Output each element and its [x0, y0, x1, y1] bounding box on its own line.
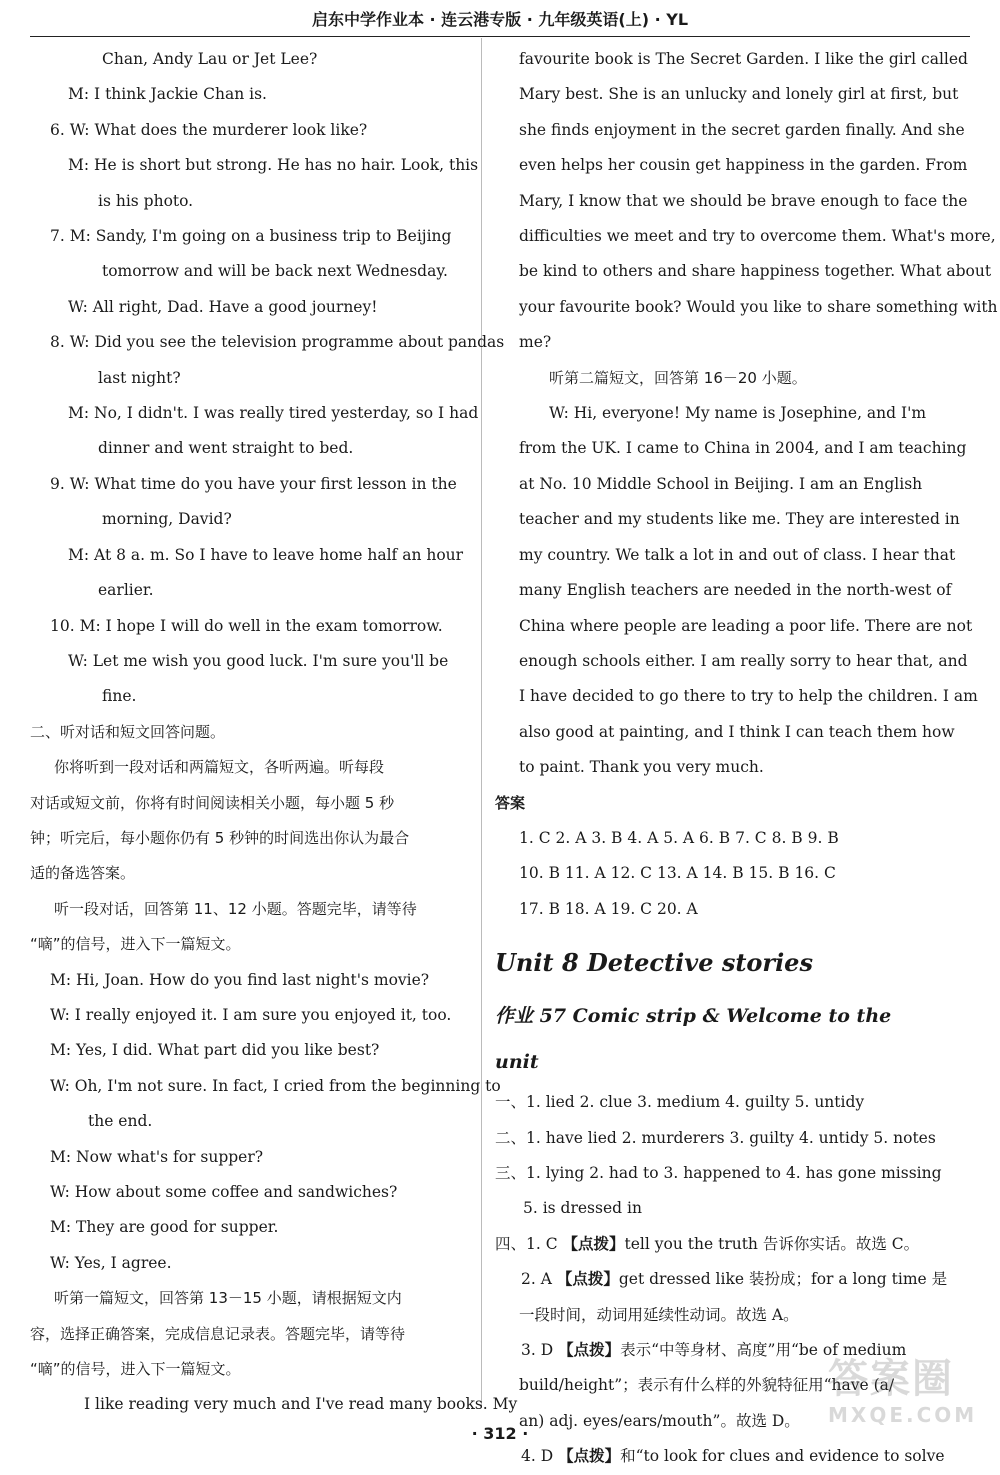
- text-line: W: All right, Dad. Have a good journey!: [68, 297, 378, 316]
- text-line: W: Yes, I agree.: [50, 1253, 172, 1272]
- text-line: also good at painting, and I think I can teach them how: [519, 722, 955, 741]
- right-column: [495, 42, 998, 1475]
- text-line: even helps her cousin get happiness in the garden. From: [519, 156, 968, 175]
- exercise-line: 二、1. have lied 2. murderers 3. guilty 4. untidy 5. notes: [495, 1128, 936, 1147]
- answer-line: 10. B 11. A 12. C 13. A 14. B 15. B 16. C: [519, 864, 836, 883]
- text-line: M: He is short but strong. He has no hair. Look, this: [68, 156, 479, 175]
- text-line: 6. W: What does the murderer look like?: [50, 120, 368, 139]
- exercise-line: 三、1. lying 2. had to 3. happened to 4. has gone missing: [495, 1163, 942, 1182]
- text-line: me?: [519, 333, 552, 352]
- text-line: W: Hi, everyone! My name is Josephine, and I'm: [549, 404, 927, 423]
- text-line: W: I really enjoyed it. I am sure you enjoyed it, too.: [50, 1005, 452, 1024]
- text-line: 二、听对话和短文回答问题。: [30, 722, 226, 741]
- exercise-answers: [495, 1085, 942, 1227]
- note-line: [495, 1227, 935, 1262]
- text-line: W: Oh, I'm not sure. In fact, I cried from the beginning to: [50, 1076, 501, 1095]
- text-line: M: No, I didn't. I was really tired yesterday, so I had: [68, 404, 479, 423]
- text-line: M: Yes, I did. What part did you like best?: [50, 1041, 380, 1060]
- answers-heading: 答案: [495, 793, 526, 812]
- text-line: I like reading very much and I've read many books. My: [84, 1395, 518, 1414]
- question-answer: 3. D: [521, 1341, 559, 1359]
- text-line: M: At 8 a. m. So I have to leave home half an hour: [68, 545, 464, 564]
- text-line: my country. We talk a lot in and out of class. I hear that: [519, 545, 956, 564]
- text-line: be kind to others and share happiness together. What about: [519, 262, 992, 281]
- text-line: 你将听到一段对话和两篇短文，各听两遍。听每段: [54, 758, 385, 777]
- question-answer: 4. D: [521, 1447, 559, 1466]
- answer-line: 1. C 2. A 3. B 4. A 5. A 6. B 7. C 8. B 9. B: [519, 828, 839, 847]
- text-line: 对话或短文前，你将有时间阅读相关小题，每小题 5 秒: [30, 793, 395, 812]
- text-line: I have decided to go there to try to help the children. I am: [519, 687, 978, 706]
- note-text: an) adj. eyes/ears/mouth”。故选 D。: [519, 1411, 800, 1430]
- homework-title: 作业 57 Comic strip & Welcome to the unit: [495, 1005, 892, 1074]
- text-line: many English teachers are needed in the north-west of: [519, 581, 952, 600]
- text-line: at No. 10 Middle School in Beijing. I am an English: [519, 474, 923, 493]
- text-line: last night?: [98, 368, 181, 387]
- text-line: Mary, I know that we should be brave enough to face the: [519, 191, 968, 210]
- note-text: tell you the truth 告诉你实话。故选 C。: [624, 1234, 920, 1253]
- text-line: Mary best. She is an unlucky and lonely girl at first, but: [519, 85, 959, 104]
- hint-tag: 【点拨】: [558, 1447, 621, 1466]
- text-line: 听一段对话，回答第 11、12 小题。答题完毕，请等待: [54, 899, 417, 918]
- text-line: difficulties we meet and try to overcome them. What's more,: [519, 227, 996, 246]
- text-line: 容，选择正确答案，完成信息记录表。答题完毕，请等待: [30, 1324, 406, 1343]
- text-line: enough schools either. I am really sorry to hear that, and: [519, 651, 968, 670]
- text-line: China where people are leading a poor life. There are not: [519, 616, 973, 635]
- text-line: 听第二篇短文，回答第 16－20 小题。: [549, 368, 807, 387]
- unit-title: Unit 8 Detective stories: [495, 948, 813, 978]
- hint-tag: 【点拨】: [556, 1270, 619, 1289]
- text-line: M: They are good for supper.: [50, 1218, 279, 1237]
- text-line: 钟；听完后，每小题你仍有 5 秒钟的时间选出你认为最合: [30, 828, 410, 847]
- text-line: 适的备选答案。: [30, 864, 136, 883]
- page-number: · 312 ·: [471, 1424, 529, 1443]
- text-line: is his photo.: [98, 191, 194, 210]
- exercise-line: 5. is dressed in: [523, 1199, 642, 1218]
- page-header: 启东中学作业本 · 连云港专版 · 九年级英语(上) · YL: [30, 6, 970, 37]
- text-line: tomorrow and will be back next Wednesday.: [102, 262, 448, 281]
- text-line: morning, David?: [102, 510, 232, 529]
- watermark-logo: 答案圈 MXQE.COM: [828, 1356, 978, 1427]
- left-column: [30, 42, 518, 1423]
- answer-line: 17. B 18. A 19. C 20. A: [519, 899, 698, 918]
- text-line: Chan, Andy Lau or Jet Lee?: [102, 50, 318, 68]
- text-line: “嘀”的信号，进入下一篇短文。: [30, 935, 241, 954]
- text-line: the end.: [88, 1112, 153, 1131]
- listening-text: [495, 42, 998, 786]
- text-line: “嘀”的信号，进入下一篇短文。: [30, 1360, 241, 1379]
- text-line: earlier.: [98, 581, 154, 600]
- text-line: W: How about some coffee and sandwiches?: [50, 1183, 398, 1201]
- question-answer: 四、1. C: [495, 1234, 563, 1253]
- text-line: dinner and went straight to bed.: [98, 439, 354, 458]
- text-line: M: Hi, Joan. How do you find last night's movie?: [50, 970, 430, 989]
- note-text: 表示“中等身材、高度”用“be of medium: [620, 1341, 907, 1359]
- text-line: 听第一篇短文，回答第 13－15 小题，请根据短文内: [54, 1289, 402, 1308]
- text-line: M: I think Jackie Chan is.: [68, 85, 267, 104]
- hint-tag: 【点拨】: [562, 1234, 625, 1253]
- text-line: 7. M: Sandy, I'm going on a business trip to Beijing: [50, 227, 452, 246]
- answer-list: [495, 821, 935, 927]
- text-line: to paint. Thank you very much.: [519, 758, 764, 777]
- column-divider: [481, 38, 482, 1408]
- note-text: get dressed like 装扮成；for a long time 是: [618, 1270, 948, 1289]
- note-text: 一段时间，动词用延续性动词。故选 A。: [519, 1305, 799, 1324]
- note-line: [495, 1298, 935, 1333]
- exercise-line: 一、1. lied 2. clue 3. medium 4. guilty 5. untidy: [495, 1093, 865, 1112]
- text-line: from the UK. I came to China in 2004, and I am teaching: [519, 439, 967, 458]
- note-text: 和“to look for clues and evidence to solve: [620, 1447, 945, 1466]
- note-line: [495, 1262, 948, 1297]
- hint-tag: 【点拨】: [558, 1341, 621, 1359]
- text-line: fine.: [102, 687, 137, 706]
- text-line: 10. M: I hope I will do well in the exam tomorrow.: [50, 616, 443, 635]
- text-line: M: Now what's for supper?: [50, 1147, 264, 1166]
- text-line: 8. W: Did you see the television programme about pandas: [50, 333, 505, 352]
- text-line: she finds enjoyment in the secret garden finally. And she: [519, 120, 965, 139]
- question-answer: 2. A: [521, 1270, 557, 1289]
- note-text: build/height”；表示有什么样的外貌特征用“have (a/: [519, 1376, 895, 1395]
- text-line: 9. W: What time do you have your first lesson in the: [50, 474, 457, 493]
- text-line: W: Let me wish you good luck. I'm sure you'll be: [68, 651, 449, 670]
- text-line: your favourite book? Would you like to share something with: [519, 297, 998, 316]
- text-line: teacher and my students like me. They are interested in: [519, 510, 960, 529]
- text-line: favourite book is The Secret Garden. I like the girl called: [519, 50, 968, 68]
